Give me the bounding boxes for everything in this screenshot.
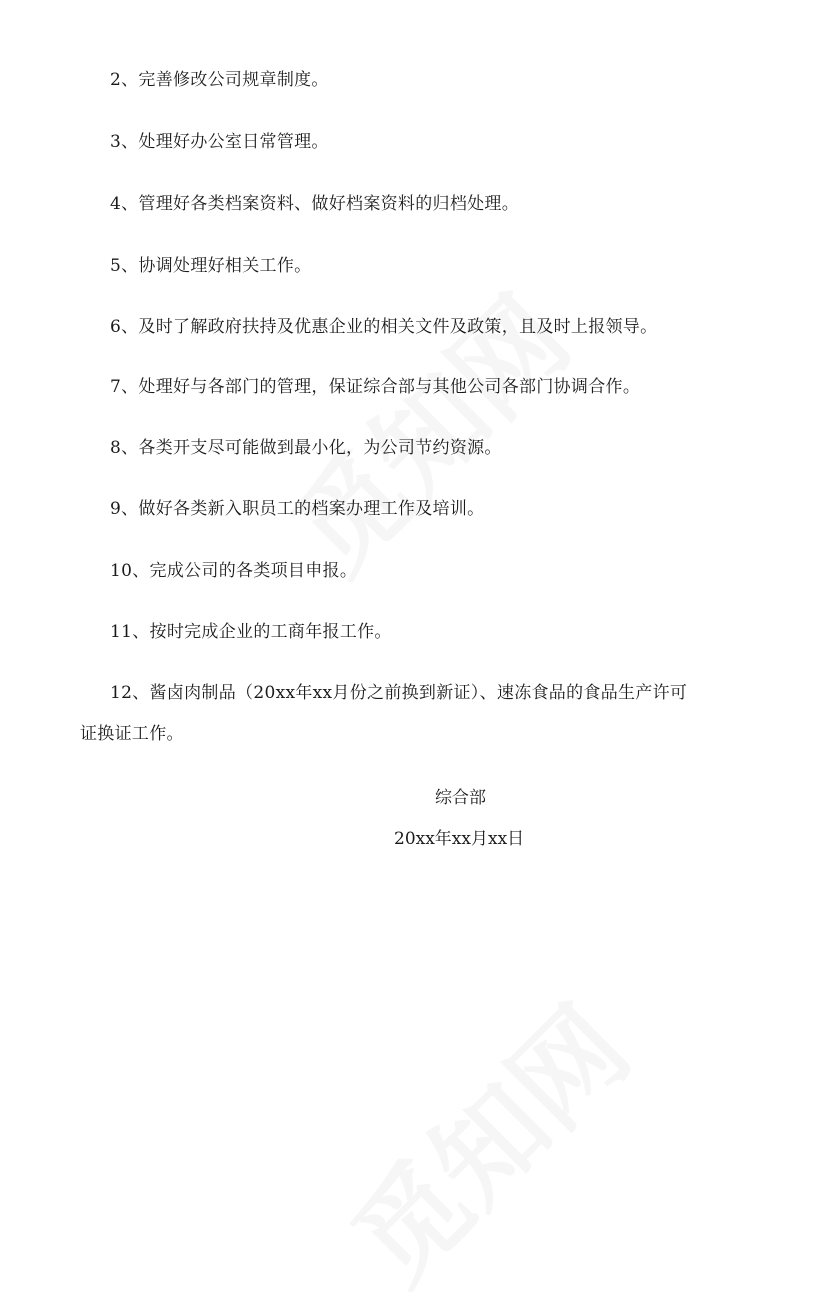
list-item-11: 11、按时完成企业的工商年报工作。: [110, 622, 392, 642]
watermark: [252, 256, 597, 601]
list-item-2: 2、完善修改公司规章制度。: [110, 70, 329, 90]
signature-date: 20xx年xx月xx日: [394, 829, 525, 849]
list-item-6: 6、及时了解政府扶持及优惠企业的相关文件及政策，且及时上报领导。: [110, 317, 658, 337]
list-item-12-continuation: 证换证工作。: [80, 724, 184, 744]
list-item-12: 12、酱卤肉制品（20xx年xx月份之前换到新证）、速冻食品的食品生产许可: [110, 683, 688, 703]
signature-department: 综合部: [435, 788, 486, 808]
list-item-5: 5、协调处理好相关工作。: [110, 256, 312, 276]
list-item-8: 8、各类开支尽可能做到最小化，为公司节约资源。: [110, 438, 502, 458]
watermark-bottom: [312, 966, 657, 1311]
list-item-4: 4、管理好各类档案资料、做好档案资料的归档处理。: [110, 194, 520, 214]
list-item-3: 3、处理好办公室日常管理。: [110, 132, 329, 152]
list-item-7: 7、处理好与各部门的管理，保证综合部与其他公司各部门协调合作。: [110, 377, 641, 397]
list-item-10: 10、完成公司的各类项目申报。: [110, 561, 358, 581]
list-item-9: 9、做好各类新入职员工的档案办理工作及培训。: [110, 499, 485, 519]
